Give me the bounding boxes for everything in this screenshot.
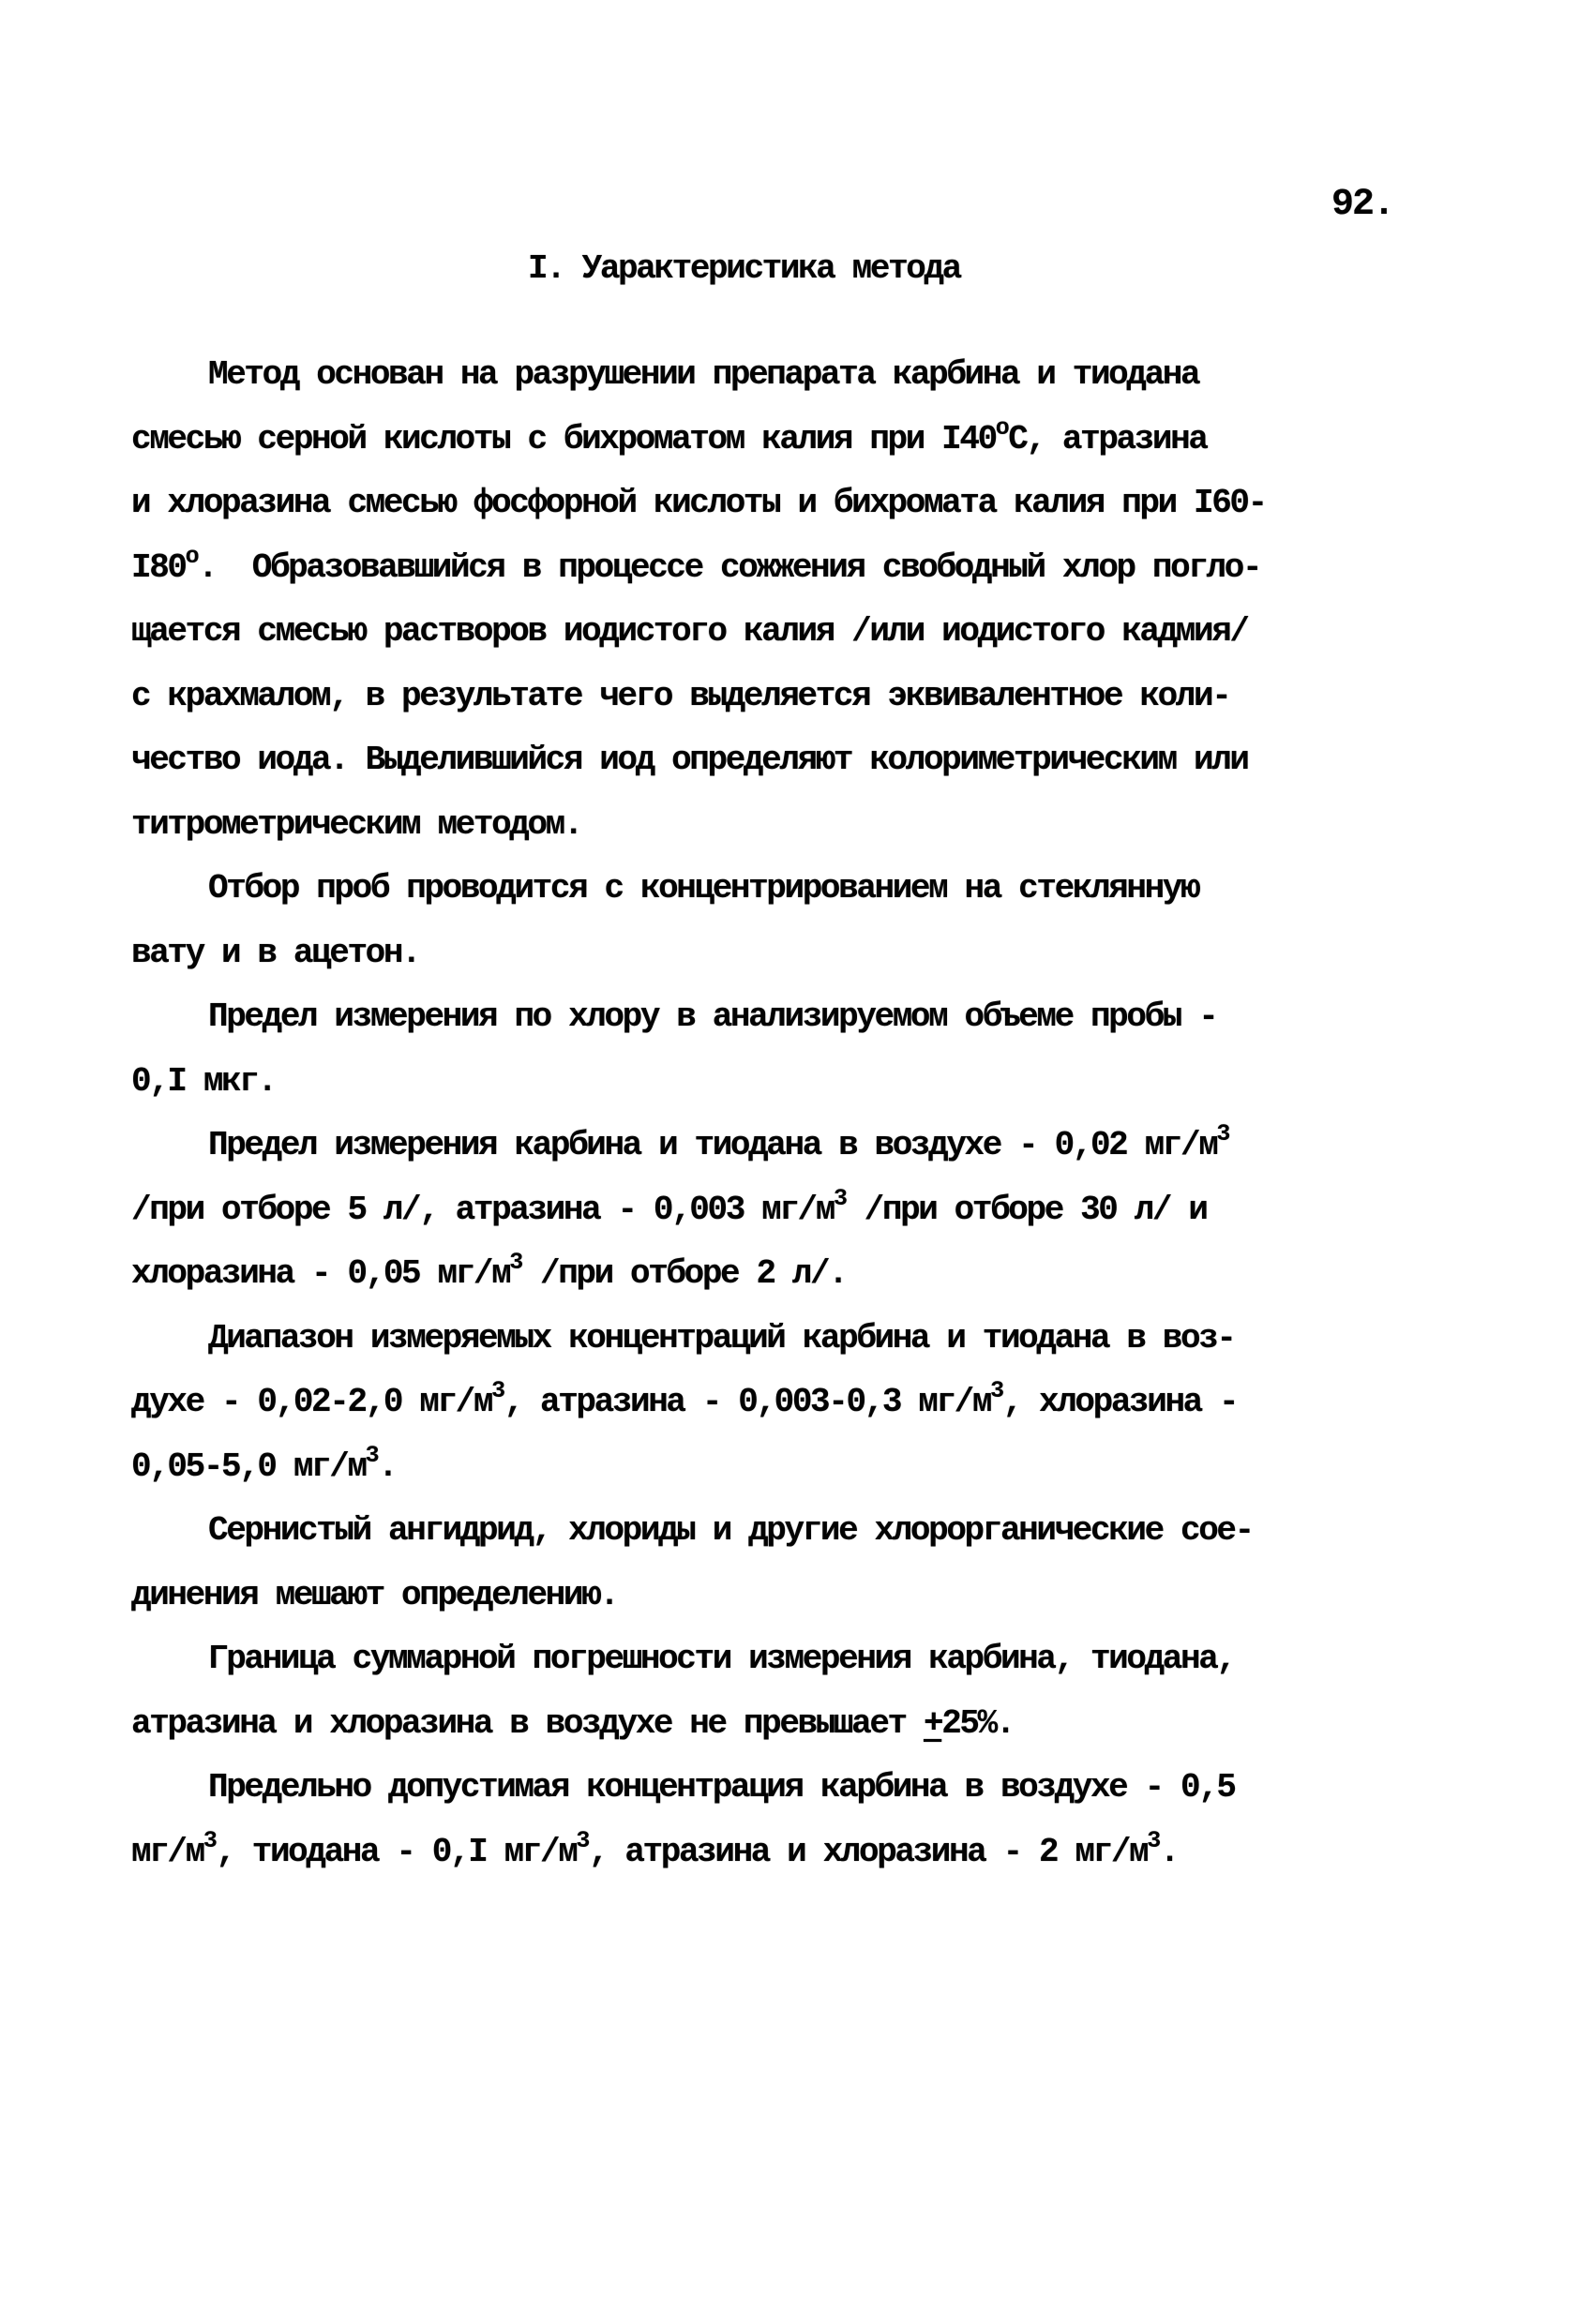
text-line: Диапазон измеряемых концентраций карбина и тиодана в воз- xyxy=(208,1318,1235,1357)
text-line: 0,05-5,0 $мг/м^3$. xyxy=(131,1441,397,1486)
text-line: Метод основан на разрушении препарата карбина и тиодана xyxy=(208,355,1199,394)
text-line: Предел измерения карбина и тиодана в воздухе - 0,02 $мг/м^3$ xyxy=(208,1120,1229,1164)
superscript: о xyxy=(995,413,1009,442)
text-line: $мг/м^3$, тиодана - 0,I $мг/м^3$, атразина и хлоразина - 2 $мг/м^3$. xyxy=(131,1826,1178,1871)
text-line: Предельно допустимая концентрация карбина в воздухе - 0,5 xyxy=(208,1768,1235,1807)
superscript: 3 xyxy=(990,1377,1003,1404)
section-title: I. Уарактеристика метода xyxy=(528,249,960,288)
text-line: Граница суммарной погрешности измерения карбина, тиодана, xyxy=(208,1640,1235,1678)
page-number: 92. xyxy=(1331,184,1394,226)
text-line: Сернистый ангидрид, хлориды и другие хлорорганические сое- xyxy=(208,1511,1253,1550)
text-line: титрометрическим методом. xyxy=(131,804,582,844)
superscript: 3 xyxy=(1216,1120,1229,1147)
text-line: Отбор проб проводится с концентрированием на стеклянную xyxy=(208,869,1199,907)
text-line: $I80^о$. Образовавшийся в процессе сожжения свободный хлор погло- xyxy=(131,542,1261,587)
text-line: Предел измерения по хлору в анализируемом объеме пробы - xyxy=(208,997,1217,1036)
text-line: 0,I мкг. xyxy=(131,1061,276,1101)
superscript: 3 xyxy=(365,1441,379,1469)
superscript: 3 xyxy=(491,1377,504,1404)
superscript: о xyxy=(185,542,199,570)
text-line: духе - 0,02-2,0 $мг/м^3$, атразина - 0,003-0,3 $мг/м^3$, хлоразина - xyxy=(131,1377,1238,1421)
text-line: щается смесью растворов иодистого калия /или иодистого кадмия/ xyxy=(131,612,1248,651)
text-line: чество иода. Выделившийся иод определяют колориметрическим или xyxy=(131,741,1248,779)
text-line: смесью серной кислоты с бихроматом калия при $I40^оС$, атразина xyxy=(131,413,1207,458)
superscript: 3 xyxy=(1147,1826,1160,1854)
superscript: 3 xyxy=(833,1184,847,1212)
text-line: и хлоразина смесью фосфорной кислоты и бихромата калия при I60- xyxy=(131,484,1266,522)
document-body xyxy=(131,343,1472,1884)
text-line: /при отборе 5 л/, атразина - 0,003 $мг/м^3$ /при отборе 30 л/ и xyxy=(131,1184,1207,1229)
superscript: 3 xyxy=(203,1826,217,1854)
superscript: 3 xyxy=(509,1249,522,1276)
text-line: хлоразина - 0,05 $мг/м^3$ /при отборе 2 л/. xyxy=(131,1249,847,1293)
text-line: атразина и хлоразина в воздухе не превышает +25%. xyxy=(131,1703,1015,1743)
text-line: с крахмалом, в результате чего выделяется эквивалентное коли- xyxy=(131,676,1230,715)
text-line: динения мешают определению. xyxy=(131,1575,618,1614)
plus-minus-sign: + xyxy=(923,1703,942,1743)
superscript: 3 xyxy=(576,1826,589,1854)
text-line: вату и в ацетон. xyxy=(131,933,420,972)
